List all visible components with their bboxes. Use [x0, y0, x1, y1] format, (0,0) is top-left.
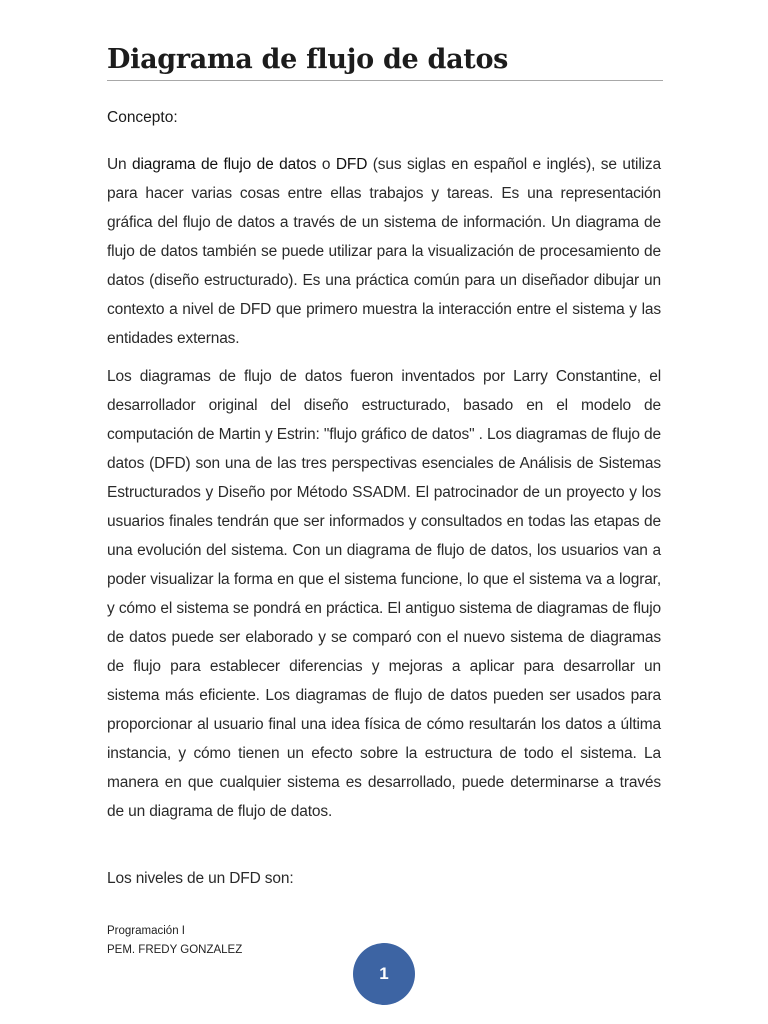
paragraph-history: Los diagramas de flujo de datos fueron inventados por Larry Constantine, el desarrollador original del diseño estructurado, basado en el modelo de computación de Martin y Estrin: "flujo gráfico de datos" . Los diagramas de flujo de datos (DFD) son una de las tres perspectivas esenciales de Análisis de Sistemas Estructurados y Diseño por Método SSADM. El patrocinador de un proyecto y los usuarios finales tendrán que ser informados y consultados en todas las etapas de una evolución del sistema. Con un diagrama de flujo de datos, los usuarios van a poder visualizar la forma en que el sistema funcione, lo que el sistema va a lograr, y cómo el sistema se pondrá en práctica. El antiguo sistema de diagramas de flujo de datos puede ser elaborado y se comparó con el nuevo sistema de diagramas de flujo para establecer diferencias y mejoras a aplicar para desarrollar un sistema más eficiente. Los diagramas de flujo de datos pueden ser usados para proporcionar al usuario final una idea física de cómo resultarán los datos a última instancia, y cómo tienen un efecto sobre la estructura de todo el sistema. La manera en que cualquier sistema es desarrollado, puede determinarse a través de un diagrama de flujo de datos. — [107, 368, 661, 820]
paragraph-intro-part1: Un — [107, 156, 133, 173]
paragraph-intro-part2: o — [316, 156, 336, 173]
footer-course: Programación I — [107, 925, 185, 937]
concept-heading: Concepto: — [107, 109, 178, 126]
paragraph-intro — [107, 150, 661, 353]
term-diagrama-de-flujo: diagrama de flujo de datos — [132, 156, 317, 173]
paragraph-intro-part3: (sus siglas en español e inglés), se utiliza para hacer varias cosas entre ellas trabajos y tareas. Es una representación gráfica del flujo de datos a través de un sistema de información. Un diagrama de flujo de datos también se puede utilizar para la visualización de procesamiento de datos (diseño estructurado). Es una práctica común para un diseñador dibujar un contexto a nivel de DFD que primero muestra la interacción entre el sistema y las entidades externas. — [107, 156, 661, 347]
paragraph-levels: Los niveles de un DFD son: — [107, 870, 294, 887]
term-dfd: DFD — [335, 156, 368, 173]
page-number: 1 — [379, 964, 389, 983]
page-title: Diagrama de flujo de datos — [107, 44, 509, 75]
title-divider — [107, 80, 663, 81]
page-number-badge — [353, 943, 415, 1005]
footer-author: PEM. FREDY GONZALEZ — [107, 944, 243, 956]
